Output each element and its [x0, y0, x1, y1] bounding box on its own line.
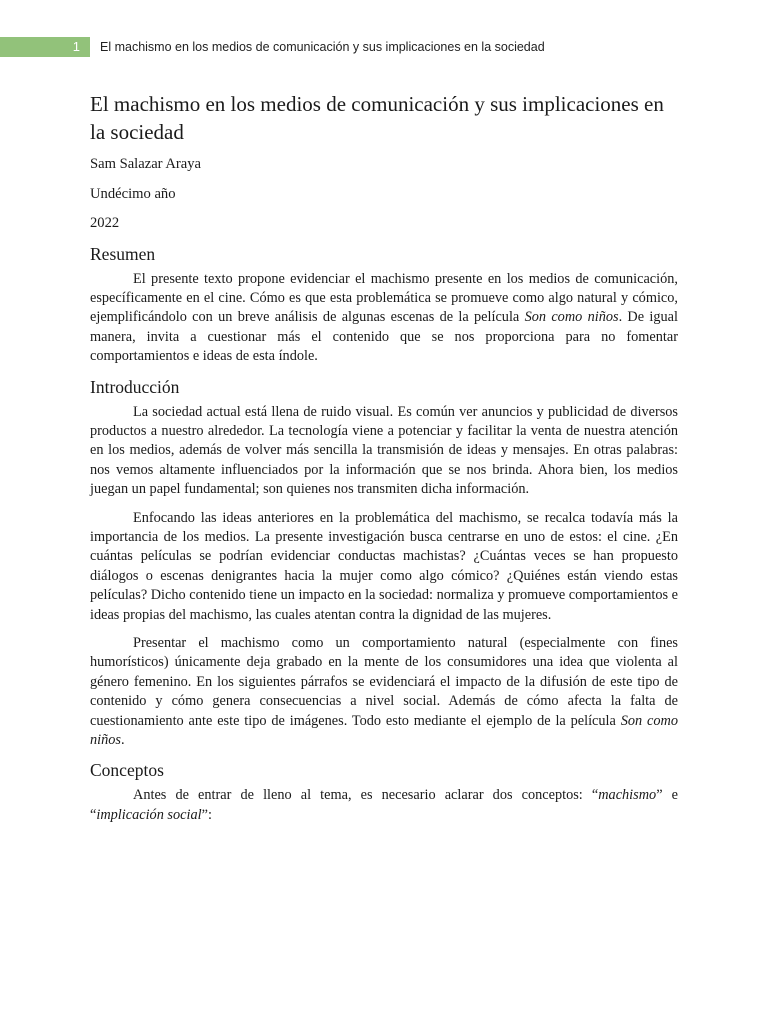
running-header-title: El machismo en los medios de comunicación y sus implicaciones en la sociedad: [100, 40, 545, 54]
conceptos-text-a: Antes de entrar de lleno al tema, es necesario aclarar dos conceptos: “: [133, 787, 599, 804]
grade-level: Undécimo año: [90, 185, 176, 202]
film-title: Son como niños: [524, 309, 619, 326]
resumen-text-b: . De igual manera, invita a cuestionar más el contenido que se nos proporciona para no fomentar comportamientos e ideas de esta índole.: [90, 309, 678, 365]
conceptos-paragraph: [90, 786, 678, 825]
term-implicacion-social: implicación social: [96, 806, 202, 823]
document-year: 2022: [90, 215, 120, 231]
introduccion-paragraph-3: [90, 634, 678, 750]
introduccion-paragraph-1: La sociedad actual está llena de ruido visual. Es común ver anuncios y publicidad de diversos productos a nuestro alrededor. La tecnología viene a potenciar y facilitar la venta de nuestra atención en los medios, además de volver más sencilla la transmisión de ideas y mensajes. En otras palabras: nos vemos altamente influenciados por la información que se nos brinda. Ahora bien, los medios juegan un papel fundamental; son quienes nos transmiten dicha información.: [90, 403, 678, 498]
author-name: Sam Salazar Araya: [90, 156, 202, 172]
document-body: [90, 90, 678, 834]
intro-p3-text-a: Presentar el machismo como un comportamiento natural (especialmente con fines humorísticos) únicamente deja grabado en la mente de los consumidores una idea que violenta al género femenino. En los siguientes párrafos se evidenciará el impacto de la difusión de este tipo de contenido y cómo genera consecuencias a nivel social. Además de cómo afecta la falta de cuestionamiento ante este tipo de imágenes. Todo esto mediante el ejemplo de la película: [90, 635, 678, 729]
intro-p3-text-b: .: [120, 732, 125, 749]
conceptos-text-b: ” e “: [90, 787, 678, 823]
page-header: [0, 37, 768, 57]
conceptos-text-c: ”:: [201, 806, 212, 823]
page-number-badge: [0, 37, 90, 57]
section-heading-resumen: Resumen: [90, 243, 156, 264]
section-heading-conceptos: Conceptos: [90, 760, 164, 781]
resumen-paragraph: [90, 270, 678, 367]
document-title: El machismo en los medios de comunicación y sus implicaciones en la sociedad: [90, 92, 664, 144]
section-heading-introduccion: Introducción: [90, 376, 180, 397]
resumen-text-a: El presente texto propone evidenciar el machismo presente en los medios de comunicación, específicamente en el cine. Cómo es que esta problemática se promueve como algo natural y cómico, ejemplificándolo con un breve análisis de algunas escenas de la película: [90, 270, 678, 326]
page-number: 1: [72, 39, 80, 54]
film-title: Son como niños: [90, 712, 678, 749]
term-machismo: machismo: [598, 787, 657, 804]
introduccion-paragraph-2: Enfocando las ideas anteriores en la problemática del machismo, se recalca todavía más la importancia de los medios. La presente investigación busca centrarse en uno de estos: el cine. ¿En cuántas películas se podrían evidenciar conductas machistas? ¿Cuántas veces se han propuesto diálogos o escenas denigrantes hacia la mujer como algo cómico? ¿Quiénes están viendo estas películas? Dicho contenido tiene un impacto en la sociedad: normaliza y promueve comportamientos e ideas propias del machismo, las cuales atentan contra la dignidad de las mujeres.: [90, 509, 678, 623]
